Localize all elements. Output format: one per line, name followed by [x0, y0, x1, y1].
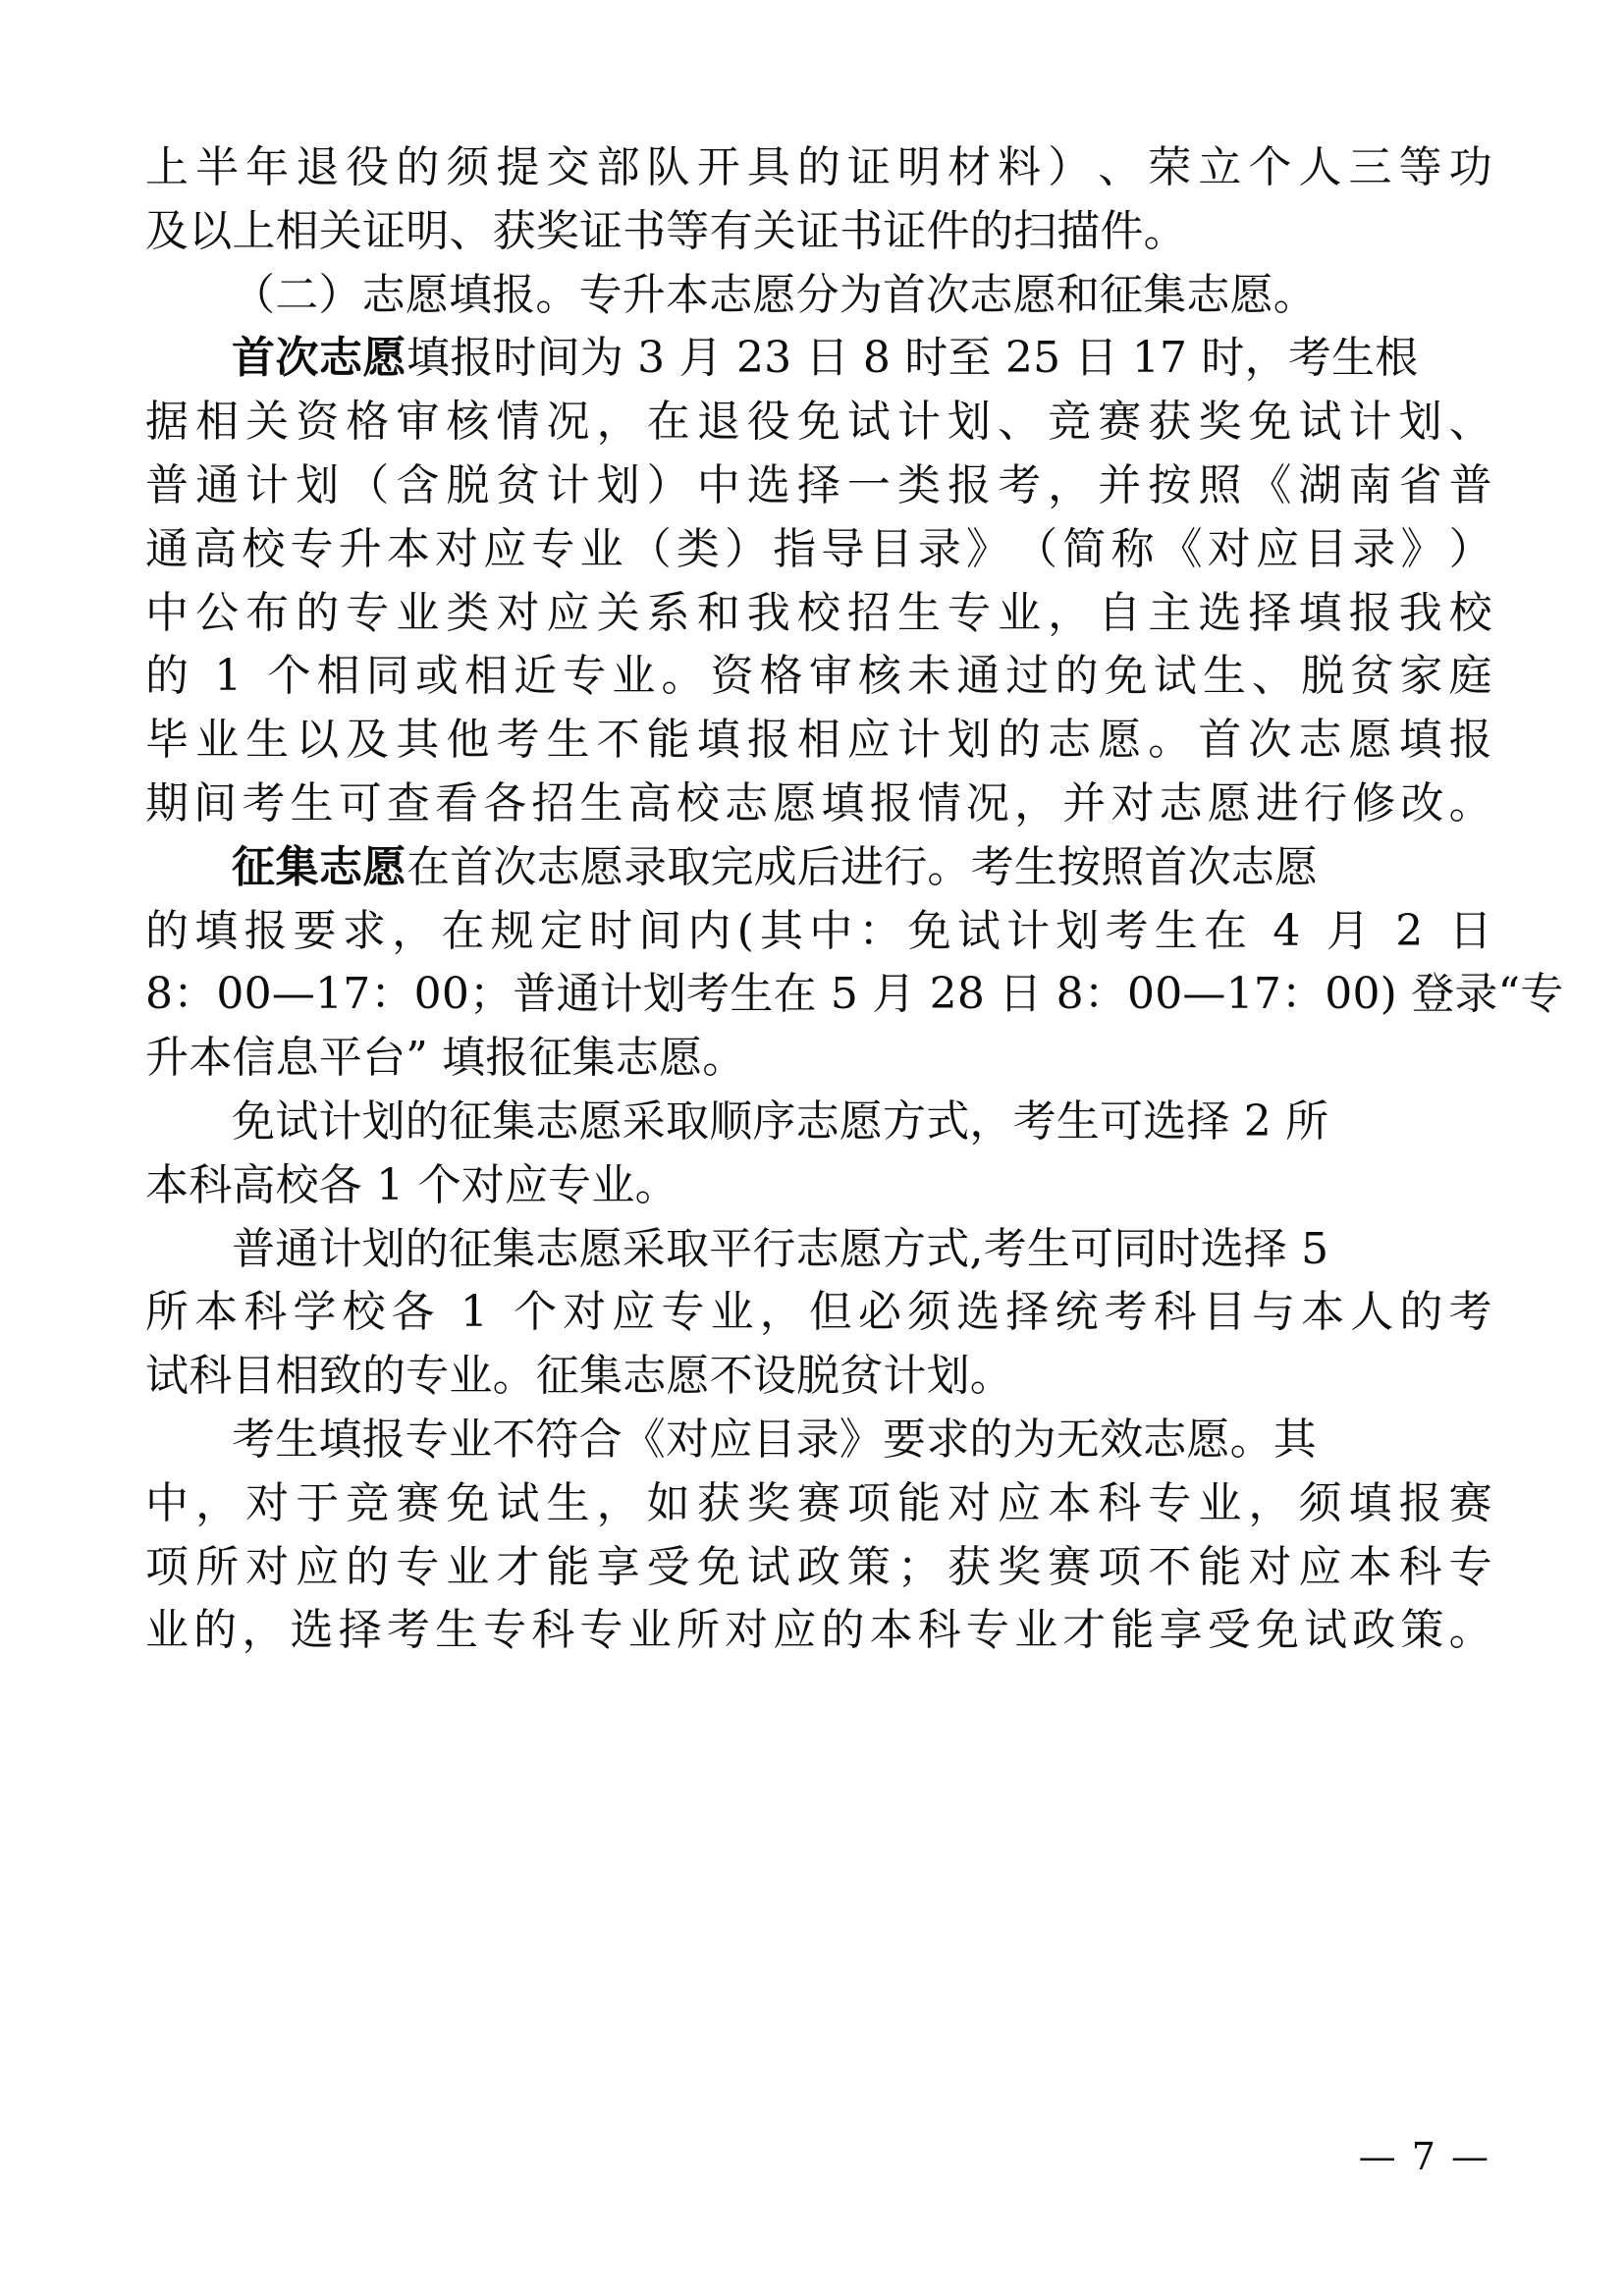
- text-line: 通 高 校 专 升 本 对 应 专 业 （ 类 ） 指 导 目 录 》 （ 简 称 《 对 应 目 录 》 ）: [145, 523, 1492, 574]
- text-line: 考生填报专业不符合《对应目录》要求的为无效志愿。其: [232, 1414, 1317, 1465]
- text-line: 项 所 对 应 的 专 业 才 能 享 受 免 试 政 策 ； 获 奖 赛 项 不 能 对 应 本 科 专: [145, 1541, 1492, 1592]
- text-line: 试科目相致的专业。征集志愿不设脱贫计划。: [145, 1351, 1013, 1402]
- text-line: 8 ： 0 0 — 1 7 ： 0 0 ； 普 通 计 划 考 生 在 5 月 2 8 日 8 ： 0 0 — 1 7 ： 0 0 ) 登 录 “ 专: [145, 969, 1564, 1020]
- text-line: 征集志愿在首次志愿录取完成后进行。考生按照首次志愿: [232, 841, 1319, 892]
- emphasis-run: 征集志愿: [232, 841, 406, 892]
- text-line: 普 通 计 划 （ 含 脱 贫 计 划 ） 中 选 择 一 类 报 考 ， 并 按 照 《 湖 南 省 普: [145, 459, 1492, 510]
- text-line: （二）志愿填报。专升本志愿分为首次志愿和征集志愿。: [232, 269, 1317, 320]
- text-line: 及以上相关证明、获奖证书等有关证书证件的扫描件。: [145, 205, 1187, 256]
- text-line: 期 间 考 生 可 查 看 各 招 生 高 校 志 愿 填 报 情 况 ， 并 对 志 愿 进 行 修 改 。: [145, 777, 1492, 828]
- text-line: 中 ， 对 于 竞 赛 免 试 生 ， 如 获 奖 赛 项 能 对 应 本 科 专 业 ， 须 填 报 赛: [145, 1477, 1492, 1528]
- text-line: 升本信息平台” 填报征集志愿。: [145, 1033, 746, 1084]
- text-line: 的 1 个 相 同 或 相 近 专 业 。 资 格 审 核 未 通 过 的 免 试 生 、 脱 贫 家 庭: [145, 651, 1492, 702]
- text-line: 据 相 关 资 格 审 核 情 况 ， 在 退 役 免 试 计 划 、 竞 赛 获 奖 免 试 计 划 、: [145, 397, 1492, 448]
- page-number: — 7 —: [1358, 2135, 1490, 2178]
- text-line: 上 半 年 退 役 的 须 提 交 部 队 开 具 的 证 明 材 料 ） 、 荣 立 个 人 三 等 功: [145, 142, 1492, 192]
- text-line: 本科高校各 1 个对应专业。: [145, 1159, 678, 1210]
- text-line: 免试计划的征集志愿采取顺序志愿方式，考生可选择 2 所: [232, 1095, 1329, 1147]
- text-line: 业 的 ， 选 择 考 生 专 科 专 业 所 对 应 的 本 科 专 业 才 能 享 受 免 试 政 策 。: [145, 1605, 1492, 1656]
- text-line: 普通计划的征集志愿采取平行志愿方式,考生可同时选择 5: [232, 1223, 1329, 1274]
- document-body: [145, 136, 1564, 1663]
- text-line: 首次志愿填报时间为 3 月 23 日 8 时至 25 日 17 时，考生根: [232, 333, 1419, 384]
- emphasis-run: 首次志愿: [232, 333, 406, 384]
- text-line: 的 填 报 要 求 ， 在 规 定 时 间 内 ( 其 中 ： 免 试 计 划 考 生 在 4 月 2 日: [145, 905, 1492, 956]
- text-line: 毕 业 生 以 及 其 他 考 生 不 能 填 报 相 应 计 划 的 志 愿 。 首 次 志 愿 填 报: [145, 715, 1492, 766]
- text-line: 所 本 科 学 校 各 1 个 对 应 专 业 ， 但 必 须 选 择 统 考 科 目 与 本 人 的 考: [145, 1287, 1492, 1338]
- text-line: 中 公 布 的 专 业 类 对 应 关 系 和 我 校 招 生 专 业 ， 自 主 选 择 填 报 我 校: [145, 587, 1492, 638]
